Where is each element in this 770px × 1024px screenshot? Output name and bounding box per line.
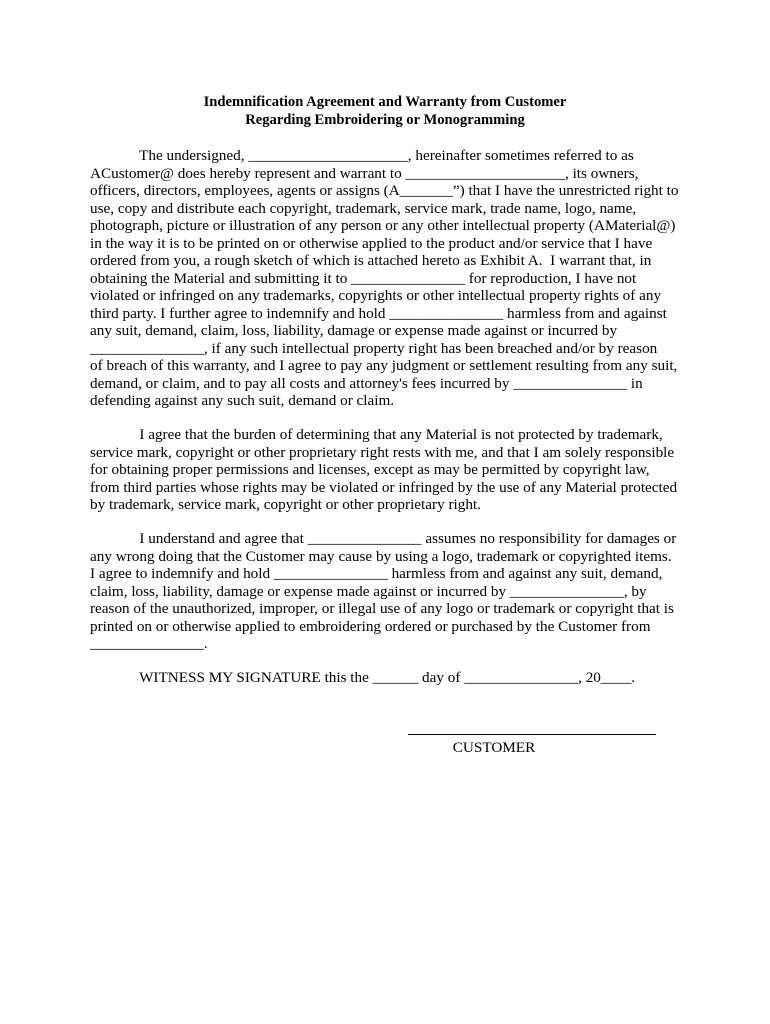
title-line-1: Indemnification Agreement and Warranty from Customer bbox=[203, 94, 567, 110]
text-line: defending against any such suit, demand or claim. bbox=[90, 392, 395, 409]
text-line: reason of the unauthorized, improper, or illegal use of any logo or trademark or copyright that is bbox=[90, 600, 674, 617]
title-line-2: Regarding Embroidering or Monogramming bbox=[245, 111, 525, 128]
customer-signature-label: CUSTOMER bbox=[452, 739, 536, 756]
text-line: claim, loss, liability, damage or expense made against or incurred by _______________, by bbox=[90, 582, 647, 600]
text-line: from third parties whose rights may be violated or infringed by the use of any Material protected bbox=[90, 478, 678, 496]
text-line: ordered from you, a rough sketch of which is attached hereto as Exhibit A. I warrant that, in bbox=[90, 252, 652, 269]
text-line: of breach of this warranty, and I agree to pay any judgment or settlement resulting from any suit, bbox=[90, 357, 678, 374]
text-line: for obtaining proper permissions and licenses, except as may be permitted by copyright law, bbox=[90, 461, 650, 478]
text-line: The undersigned, _____________________, hereinafter sometimes referred to as bbox=[90, 147, 634, 164]
text-line: printed on or otherwise applied to embroidering ordered or purchased by the Customer from bbox=[90, 617, 651, 635]
document-title bbox=[0, 94, 770, 129]
text-line: in the way it is to be printed on or otherwise applied to the product and/or service that I have bbox=[90, 234, 653, 252]
text-line: demand, or claim, and to pay all costs and attorney's fees incurred by _______________ in bbox=[90, 374, 643, 392]
witness-signature-line: WITNESS MY SIGNATURE this the ______ day of _______________, 20____. bbox=[90, 669, 636, 686]
text-line: by trademark, service mark, copyright or other proprietary right. bbox=[90, 496, 481, 513]
text-line: _______________, if any such intellectual property right has been breached and/or by reason bbox=[90, 339, 658, 357]
text-line: use, copy and distribute each copyright, trademark, service mark, trade name, logo, name, bbox=[90, 199, 637, 217]
text-line: ACustomer@ does hereby represent and warrant to _____________________, its owners, bbox=[90, 164, 639, 182]
text-line: I agree that the burden of determining that any Material is not protected by trademark, bbox=[90, 426, 663, 443]
text-line: obtaining the Material and submitting it to _______________ for reproduction, I have not bbox=[90, 269, 637, 287]
text-line: photograph, picture or illustration of any person or any other intellectual property (AMaterial@) bbox=[90, 217, 676, 234]
text-line: any suit, demand, claim, loss, liability, damage or expense made against or incurred by bbox=[90, 322, 618, 339]
signature-rule bbox=[408, 734, 656, 735]
text-line: any wrong doing that the Customer may cause by using a logo, trademark or copyrighted items. bbox=[90, 547, 672, 565]
text-line: I agree to indemnify and hold _______________ harmless from and against any suit, demand, bbox=[90, 565, 663, 582]
text-line: officers, directors, employees, agents or assigns (A_______”) that I have the unrestricted right to bbox=[90, 182, 679, 199]
text-line: service mark, copyright or other proprietary right rests with me, and that I am solely responsible bbox=[90, 443, 675, 461]
text-line: I understand and agree that _______________ assumes no responsibility for damages or bbox=[90, 530, 677, 547]
text-line: third party. I further agree to indemnify and hold _______________ harmless from and against bbox=[90, 304, 667, 322]
text-line: _______________. bbox=[90, 635, 208, 652]
text-line: violated or infringed on any trademarks, copyrights or other intellectual property rights of any bbox=[90, 287, 662, 304]
